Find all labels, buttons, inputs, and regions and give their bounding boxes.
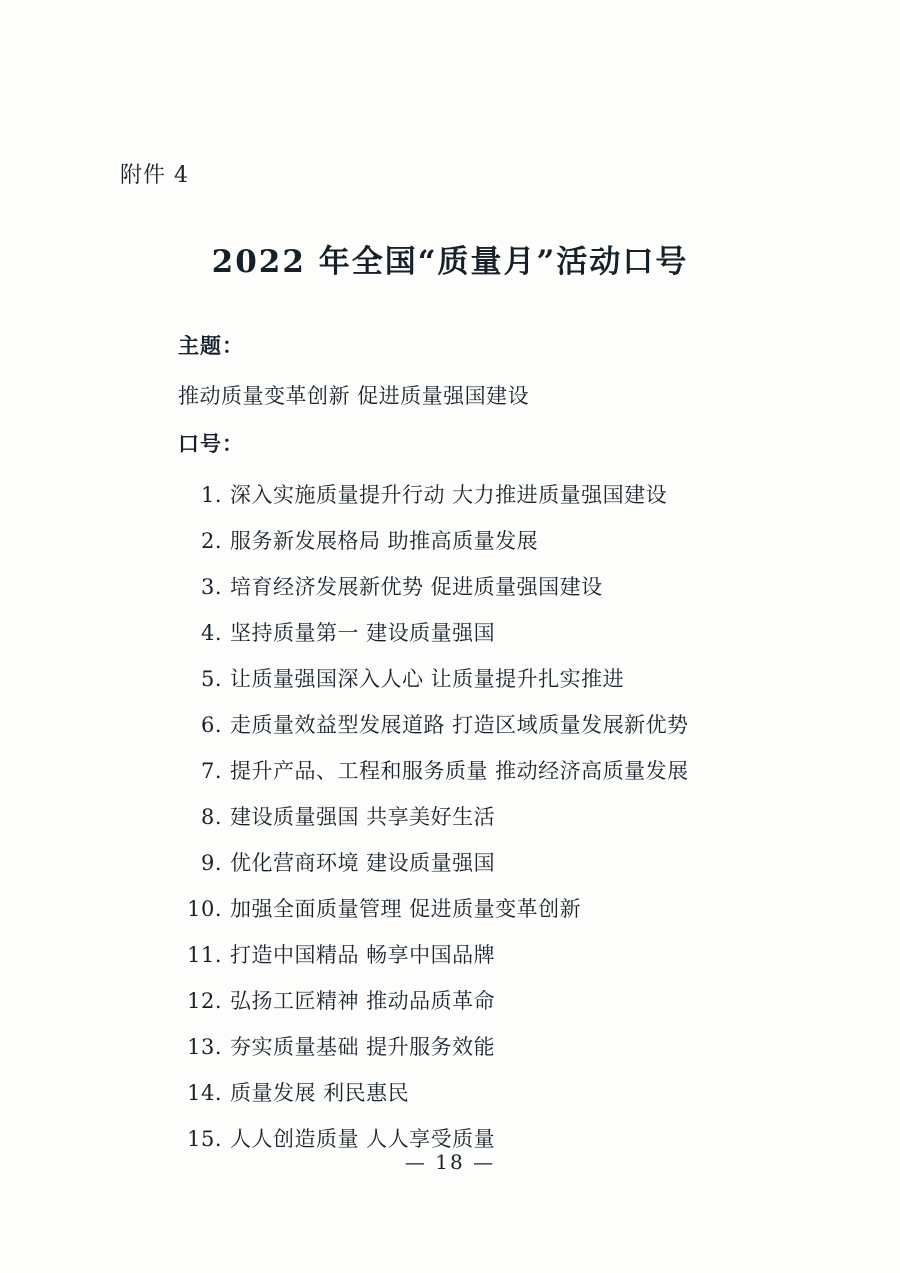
list-item-number: 14. <box>187 1081 222 1105</box>
list-item <box>178 1070 798 1116</box>
list-item-number: 3. <box>200 575 222 599</box>
list-item <box>178 564 798 610</box>
list-item-label: 坚持质量第一 建设质量强国 <box>230 621 496 645</box>
list-item <box>178 886 798 932</box>
list-item-label: 走质量效益型发展道路 打造区域质量发展新优势 <box>230 713 689 737</box>
list-item <box>178 702 798 748</box>
list-item-number: 13. <box>187 1035 222 1059</box>
theme-label: 主题： <box>178 333 244 358</box>
list-item-label: 培育经济发展新优势 促进质量强国建设 <box>230 575 603 599</box>
list-item-number: 4. <box>200 621 222 645</box>
list-item <box>178 840 798 886</box>
list-item-label: 建设质量强国 共享美好生活 <box>230 805 496 829</box>
list-item <box>178 472 798 518</box>
page-content <box>120 0 780 1273</box>
list-item <box>178 610 798 656</box>
list-item-label: 质量发展 利民惠民 <box>230 1081 410 1105</box>
list-item-number: 7. <box>200 759 222 783</box>
list-item-label: 夯实质量基础 提升服务效能 <box>230 1035 496 1059</box>
list-item-number: 11. <box>187 943 222 967</box>
list-item <box>178 1024 798 1070</box>
list-item-label: 优化营商环境 建设质量强国 <box>230 851 496 875</box>
list-item-number: 6. <box>200 713 222 737</box>
list-item <box>178 932 798 978</box>
list-item-number: 1. <box>200 483 222 507</box>
attachment-label: 附件 4 <box>120 163 189 188</box>
list-item <box>178 978 798 1024</box>
list-item-label: 打造中国精品 畅享中国品牌 <box>230 943 496 967</box>
list-item-label: 深入实施质量提升行动 大力推进质量强国建设 <box>230 483 668 507</box>
theme-text: 推动质量变革创新 促进质量强国建设 <box>178 384 530 408</box>
list-item <box>178 748 798 794</box>
list-item-label: 弘扬工匠精神 推动品质革命 <box>230 989 496 1013</box>
list-item-label: 人人创造质量 人人享受质量 <box>230 1127 496 1151</box>
page-title: 2022 年全国“质量月”活动口号 <box>211 244 689 280</box>
list-item-number: 9. <box>200 851 222 875</box>
slogan-section-label: 口号： <box>178 431 244 456</box>
list-item-label: 服务新发展格局 助推高质量发展 <box>230 529 539 553</box>
list-item-number: 2. <box>200 529 222 553</box>
page-number: — 18 — <box>404 1150 496 1174</box>
list-item-label: 加强全面质量管理 促进质量变革创新 <box>230 897 582 921</box>
list-item-label: 让质量强国深入人心 让质量提升扎实推进 <box>230 667 625 691</box>
list-item-number: 5. <box>200 667 222 691</box>
list-item-number: 15. <box>187 1127 222 1151</box>
list-item-number: 12. <box>187 989 222 1013</box>
list-item-label: 提升产品、工程和服务质量 推动经济高质量发展 <box>230 759 689 783</box>
list-item <box>178 518 798 564</box>
list-item-number: 8. <box>200 805 222 829</box>
list-item <box>178 794 798 840</box>
slogan-list <box>178 472 798 1162</box>
list-item-number: 10. <box>187 897 222 921</box>
list-item <box>178 656 798 702</box>
